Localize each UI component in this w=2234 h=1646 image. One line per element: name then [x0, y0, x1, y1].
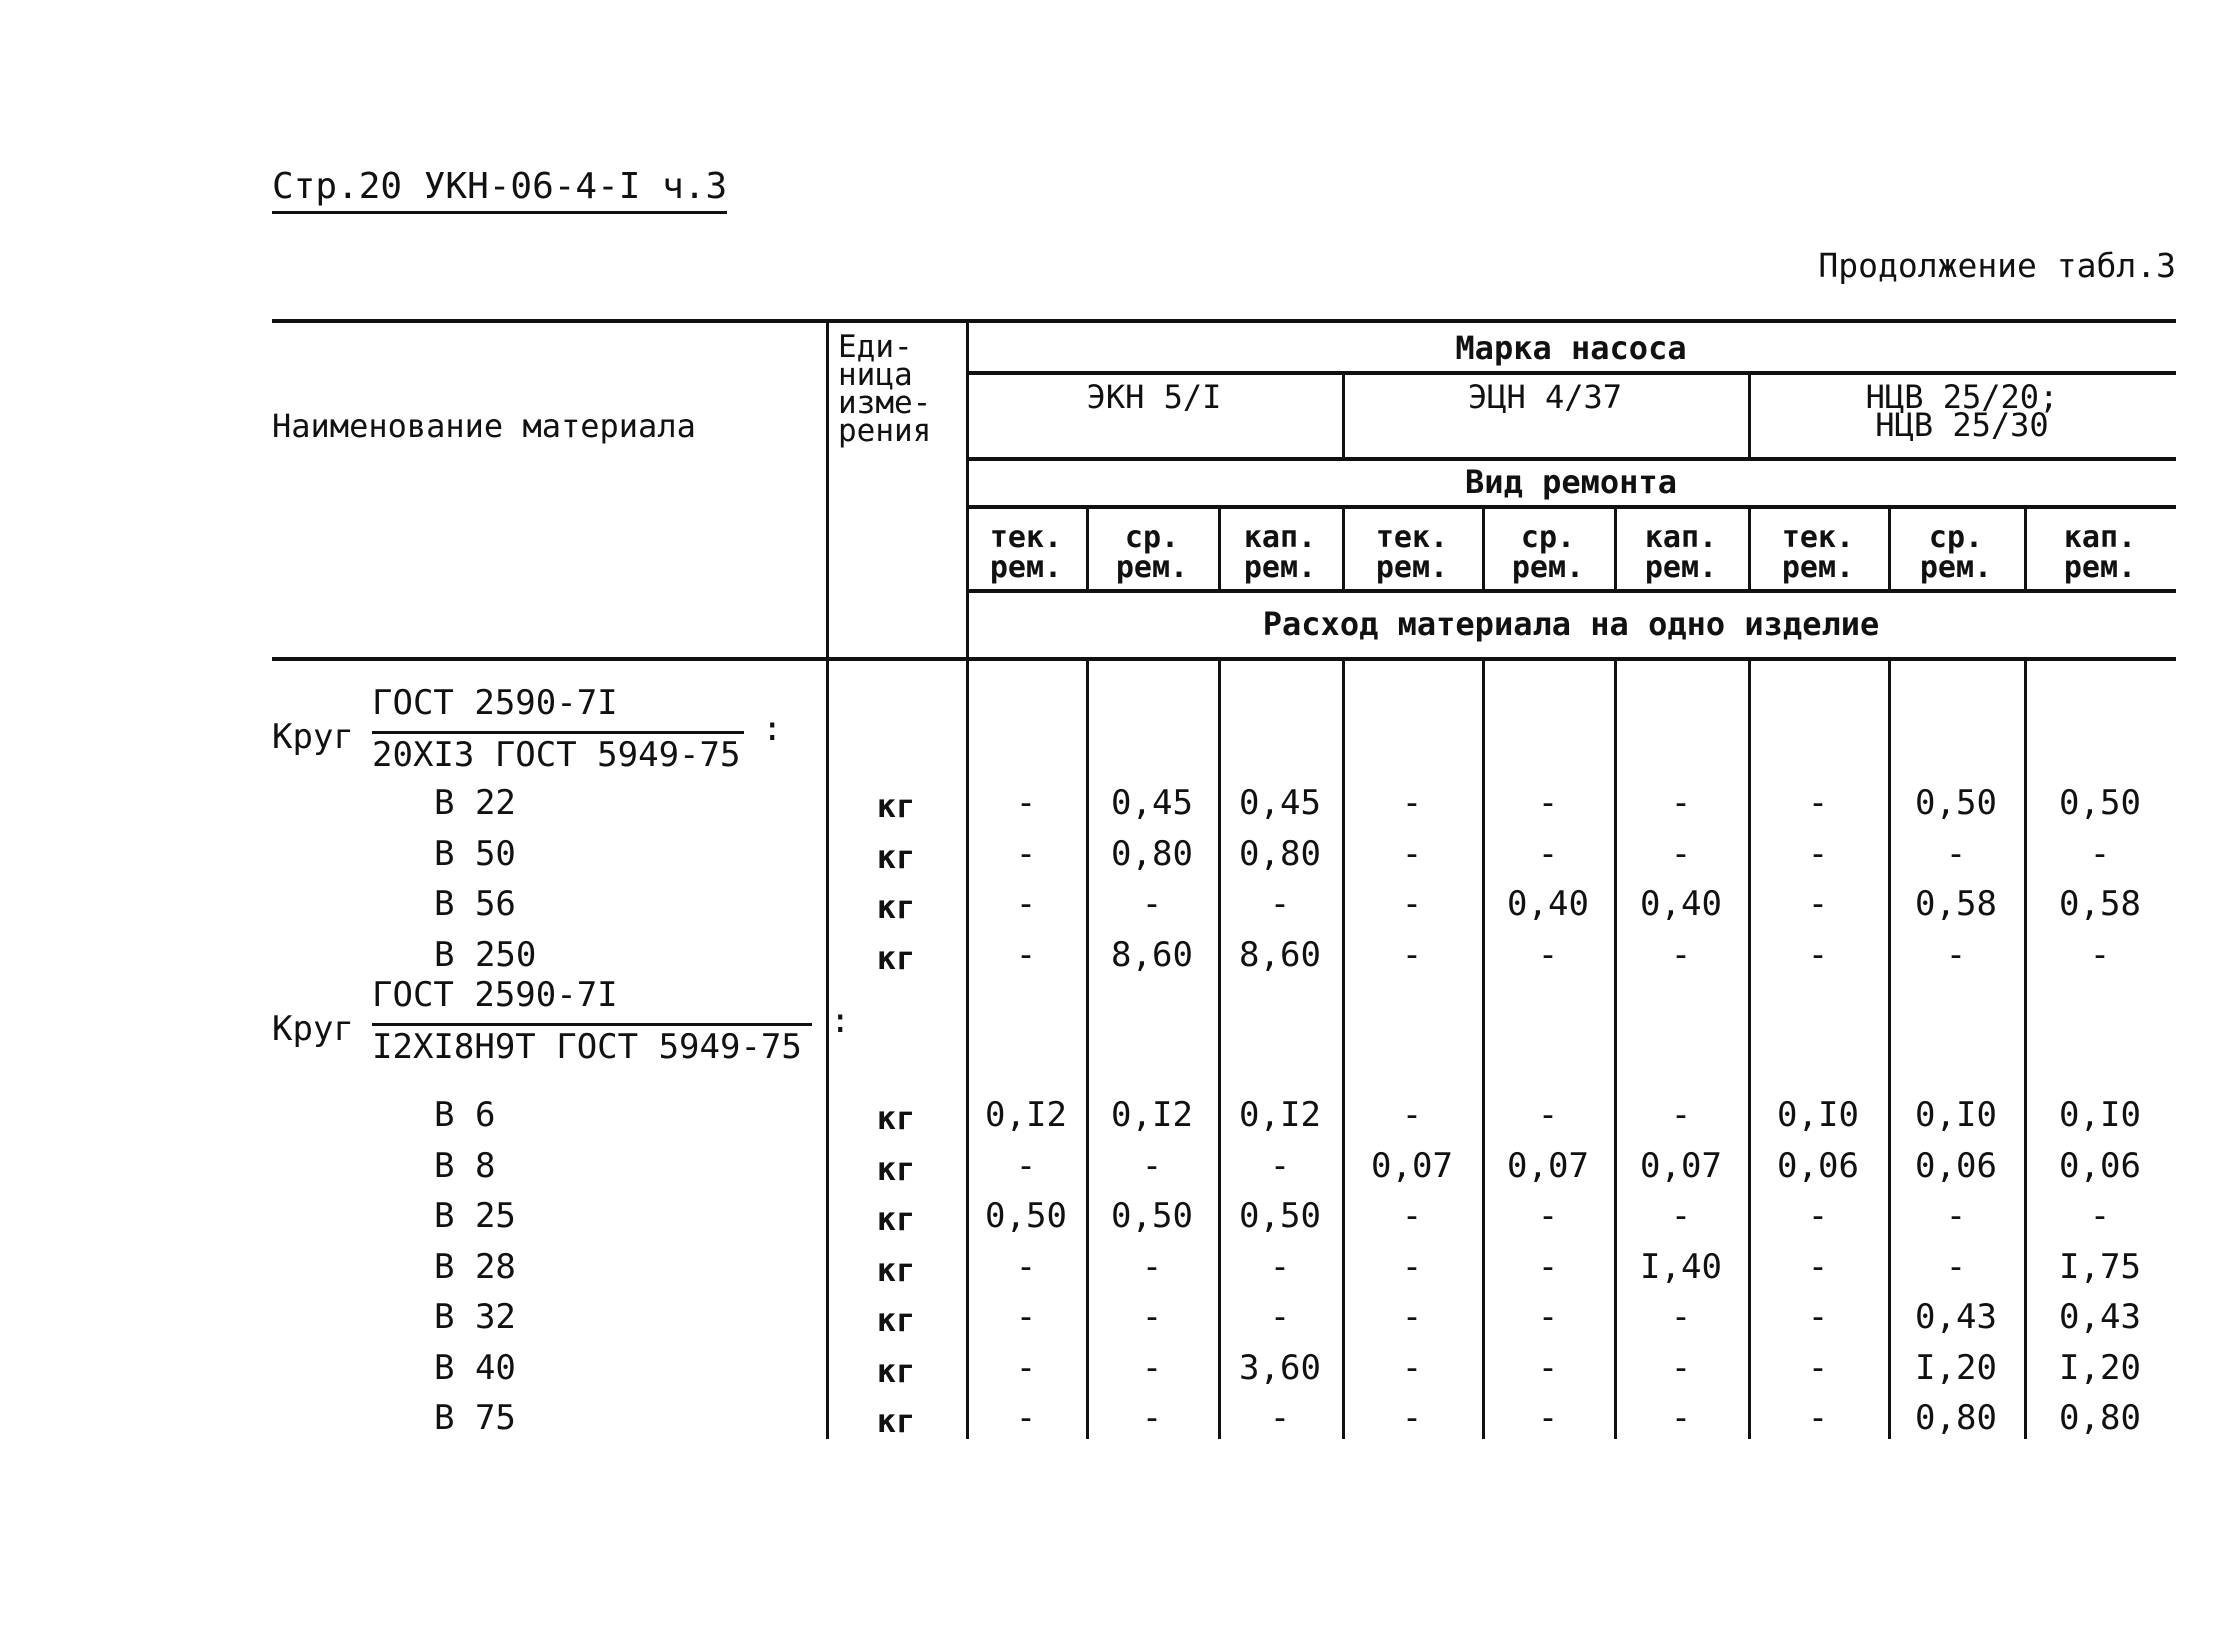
consumption-value: - [1401, 783, 1423, 823]
repair-header: ср. рем. [1115, 520, 1189, 585]
material-row-unit: кг [876, 1250, 916, 1289]
consumption-value: 0,80 [1111, 833, 1193, 874]
material-group-numerator: ГОСТ 2590-7I [372, 975, 618, 1015]
material-group-denominator: I2XI8H9T ГОСТ 5949-75 [372, 1027, 802, 1067]
repair-header: кап. рем. [2063, 520, 2137, 585]
consumption-value: - [1670, 934, 1692, 975]
material-row-name: В 25 [434, 1196, 516, 1236]
consumption-value: - [1015, 884, 1037, 924]
consumption-value: - [1807, 1297, 1829, 1337]
consumption-value: 0,50 [2059, 783, 2141, 823]
consumption-value: I,75 [2059, 1246, 2141, 1287]
material-group-prefix: Круг [272, 717, 354, 757]
consumption-value: - [1141, 1246, 1163, 1287]
material-row-unit: кг [876, 1351, 916, 1390]
consumption-value: - [1537, 1297, 1559, 1337]
consumption-value: 0,45 [1111, 783, 1193, 823]
material-row-unit: кг [876, 787, 916, 825]
consumption-value: 0,58 [1915, 884, 1997, 924]
consumption-value: - [1537, 934, 1559, 975]
consumption-value: 0,40 [1640, 884, 1722, 924]
material-row-unit: кг [876, 1301, 916, 1339]
consumption-value: - [1015, 934, 1037, 975]
material-row-unit: кг [876, 938, 916, 977]
consumption-value: 3,60 [1239, 1347, 1321, 1388]
material-group-numerator: ГОСТ 2590-7I [372, 683, 618, 723]
consumption-value: - [1537, 1347, 1559, 1388]
consumption-value: - [1807, 1398, 1829, 1438]
consumption-value: - [1141, 884, 1163, 924]
consumption-value: - [1141, 1297, 1163, 1337]
consumption-value: - [1269, 1398, 1291, 1438]
consumption-value: - [1141, 1347, 1163, 1388]
consumption-value: - [1670, 1095, 1692, 1135]
material-row-name: В 6 [434, 1095, 496, 1135]
material-group-suffix: : [830, 1001, 851, 1041]
consumption-value: - [1015, 783, 1037, 823]
material-group-prefix: Круг [272, 1009, 354, 1049]
consumption-value: - [1537, 1095, 1559, 1135]
consumption-value: - [1269, 1145, 1291, 1186]
pump-header: ЭЦН 4/37 [1467, 378, 1623, 416]
consumption-value: - [1401, 1196, 1423, 1236]
consumption-value: 0,07 [1640, 1145, 1722, 1186]
consumption-value: - [1269, 1297, 1291, 1337]
consumption-value: - [1537, 783, 1559, 823]
repair-header: тек. рем. [989, 520, 1063, 585]
material-row-name: В 8 [434, 1145, 496, 1186]
consumption-value: - [1401, 1347, 1423, 1388]
consumption-value: - [1537, 1398, 1559, 1438]
consumption-value: - [1537, 1196, 1559, 1236]
consumption-value: - [1401, 1095, 1423, 1135]
consumption-value: - [1670, 1297, 1692, 1337]
consumption-value: 0,I0 [1915, 1095, 1997, 1135]
consumption-value: 8,60 [1239, 934, 1321, 975]
materials-table [272, 319, 2176, 1459]
consumption-value: - [1537, 833, 1559, 874]
consumption-value: - [1401, 934, 1423, 975]
column-header-material: Наименование материала [272, 407, 696, 445]
repair-header: кап. рем. [1243, 520, 1317, 585]
material-row-unit: кг [876, 837, 916, 876]
consumption-value: 0,50 [1915, 783, 1997, 823]
consumption-value: - [1807, 1246, 1829, 1287]
consumption-value: - [1015, 1246, 1037, 1287]
repair-header: ср. рем. [1919, 520, 1993, 585]
consumption-value: 0,I0 [2059, 1095, 2141, 1135]
repair-header: ср. рем. [1511, 520, 1585, 585]
material-row-name: В 22 [434, 783, 516, 823]
pump-brand-header: Марка насоса [1455, 329, 1687, 367]
consumption-value: - [1015, 1347, 1037, 1388]
page-header: Стр.20 УКН-06-4-I ч.3 [272, 166, 727, 214]
material-row-name: В 32 [434, 1297, 516, 1337]
consumption-value: - [1401, 1297, 1423, 1337]
consumption-value: - [1141, 1145, 1163, 1186]
consumption-value: - [1537, 1246, 1559, 1287]
material-row-name: В 56 [434, 884, 516, 924]
consumption-value: 0,80 [2059, 1398, 2141, 1438]
consumption-value: - [1945, 1196, 1967, 1236]
rule-pumps [966, 371, 2176, 375]
material-row-unit: кг [876, 888, 916, 926]
repair-header: кап. рем. [1644, 520, 1718, 585]
consumption-value: - [1945, 934, 1967, 975]
material-row-unit: кг [876, 1099, 916, 1137]
repair-type-header: Вид ремонта [1465, 463, 1677, 501]
consumption-value: - [2089, 833, 2111, 874]
consumption-value: 0,06 [1915, 1145, 1997, 1186]
pump-header: НЦВ 25/20; НЦВ 25/30 [1865, 378, 2059, 444]
consumption-value: 0,I2 [1239, 1095, 1321, 1135]
consumption-value: - [1401, 1246, 1423, 1287]
repair-header: тек. рем. [1375, 520, 1449, 585]
material-row-name: В 40 [434, 1347, 516, 1388]
consumption-value: - [1015, 1145, 1037, 1186]
fraction-line [372, 731, 744, 734]
column-header-unit: Еди- ница изме- рения [838, 329, 932, 449]
consumption-value: - [1670, 1398, 1692, 1438]
consumption-value: 8,60 [1111, 934, 1193, 975]
material-group-suffix: : [762, 709, 783, 749]
consumption-value: 0,43 [2059, 1297, 2141, 1337]
material-row-name: В 75 [434, 1398, 516, 1438]
consumption-value: 0,I0 [1777, 1095, 1859, 1135]
consumption-value: - [1670, 1196, 1692, 1236]
consumption-value: - [1807, 783, 1829, 823]
consumption-value: - [1015, 1297, 1037, 1337]
vrule-data-sep [2024, 661, 2027, 1439]
consumption-value: 0,06 [1777, 1145, 1859, 1186]
material-row-unit: кг [876, 1402, 916, 1440]
material-row-unit: кг [876, 1200, 916, 1238]
consumption-value: 0,45 [1239, 783, 1321, 823]
rule-repairs [966, 505, 2176, 509]
material-row-name: В 50 [434, 833, 516, 874]
consumption-value: - [1269, 884, 1291, 924]
consumption-value: - [1141, 1398, 1163, 1438]
consumption-value: I,40 [1640, 1246, 1722, 1287]
consumption-value: 0,80 [1915, 1398, 1997, 1438]
pump-header: ЭКН 5/I [1086, 378, 1222, 416]
material-group-denominator: 20XI3 ГОСТ 5949-75 [372, 735, 741, 775]
table-continuation-label: Продолжение табл.3 [1818, 246, 2176, 285]
consumption-value: 0,I2 [1111, 1095, 1193, 1135]
rule-repair-type [966, 457, 2176, 461]
consumption-value: 0,50 [985, 1196, 1067, 1236]
consumption-value: - [1269, 1246, 1291, 1287]
material-row-name: В 28 [434, 1246, 516, 1287]
consumption-value: - [1015, 1398, 1037, 1438]
consumption-value: - [1807, 884, 1829, 924]
consumption-value: - [1807, 833, 1829, 874]
consumption-value: - [1807, 934, 1829, 975]
consumption-value: - [1945, 1246, 1967, 1287]
consumption-value: 0,50 [1111, 1196, 1193, 1236]
fraction-line [372, 1023, 812, 1026]
consumption-value: - [2089, 934, 2111, 975]
consumption-value: 0,07 [1507, 1145, 1589, 1186]
consumption-header: Расход материала на одно изделие [1262, 605, 1880, 643]
consumption-value: - [1807, 1347, 1829, 1388]
consumption-value: 0,40 [1507, 884, 1589, 924]
consumption-value: - [1015, 833, 1037, 874]
rule-repairs-bottom [966, 589, 2176, 593]
vrule-data-sep [1748, 661, 1751, 1439]
material-row-name: В 250 [434, 934, 537, 975]
consumption-value: - [1670, 783, 1692, 823]
rule-top [272, 319, 2176, 323]
consumption-value: - [1670, 833, 1692, 874]
vrule-unit [826, 319, 829, 1439]
consumption-value: 0,06 [2059, 1145, 2141, 1186]
material-row-unit: кг [876, 1149, 916, 1188]
consumption-value: 0,58 [2059, 884, 2141, 924]
consumption-value: 0,80 [1239, 833, 1321, 874]
consumption-value: - [1670, 1347, 1692, 1388]
consumption-value: - [1401, 884, 1423, 924]
consumption-value: - [1807, 1196, 1829, 1236]
consumption-value: I,20 [1915, 1347, 1997, 1388]
consumption-value: 0,43 [1915, 1297, 1997, 1337]
consumption-value: - [1401, 833, 1423, 874]
consumption-value: 0,07 [1371, 1145, 1453, 1186]
consumption-value: 0,I2 [985, 1095, 1067, 1135]
consumption-value: - [2089, 1196, 2111, 1236]
consumption-value: 0,50 [1239, 1196, 1321, 1236]
consumption-value: - [1401, 1398, 1423, 1438]
repair-header: тек. рем. [1781, 520, 1855, 585]
consumption-value: I,20 [2059, 1347, 2141, 1388]
consumption-value: - [1945, 833, 1967, 874]
